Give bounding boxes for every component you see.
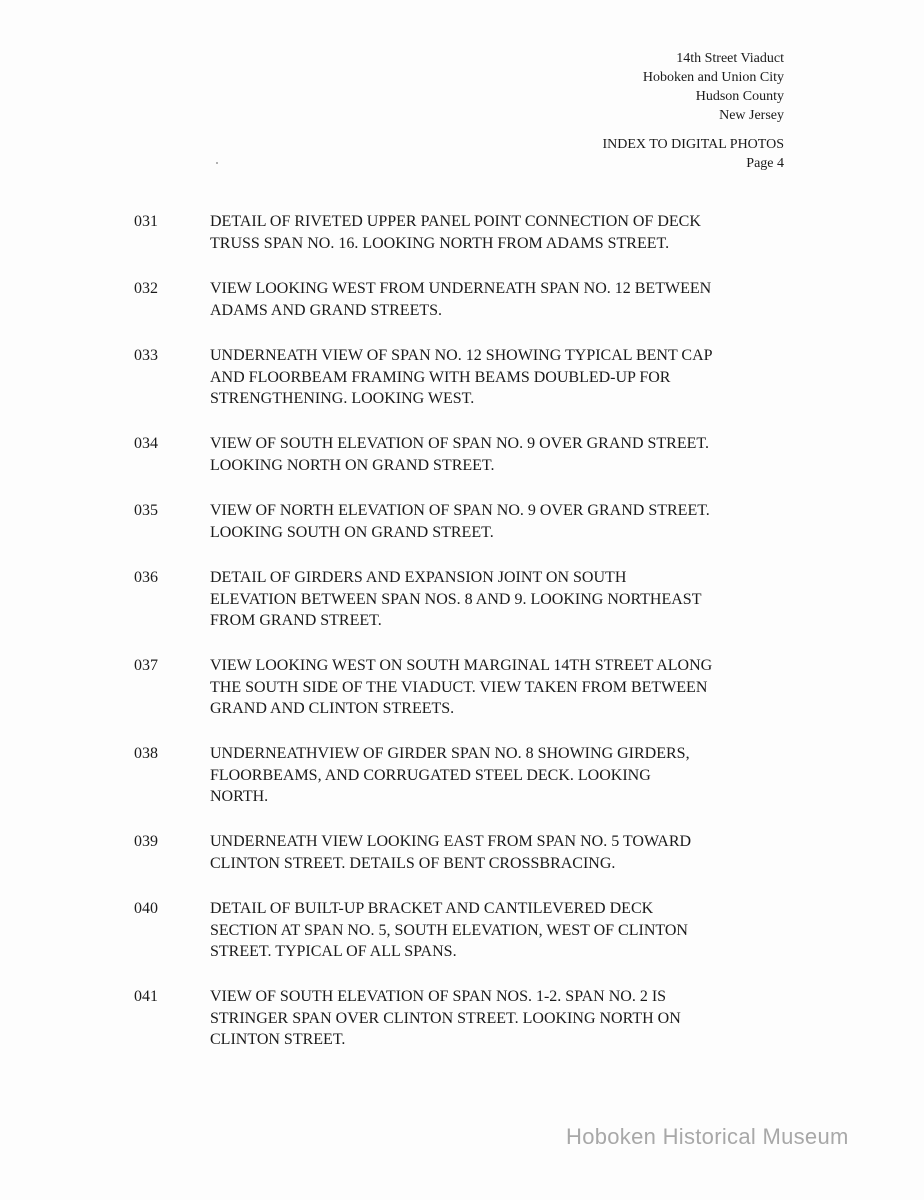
description-line: ELEVATION BETWEEN SPAN NOS. 8 AND 9. LOOKING NORTHEAST — [210, 590, 702, 608]
description-line: ADAMS AND GRAND STREETS. — [210, 301, 443, 319]
photo-number: 036 — [134, 569, 158, 586]
photo-number: 033 — [134, 347, 158, 364]
description-line: VIEW OF NORTH ELEVATION OF SPAN NO. 9 OVER GRAND STREET. — [210, 502, 710, 519]
photo-description — [210, 500, 810, 543]
photo-entry — [0, 274, 924, 341]
photo-index-list — [0, 207, 924, 1070]
photo-entry — [0, 982, 924, 1070]
description-line: STRINGER SPAN OVER CLINTON STREET. LOOKING NORTH ON — [210, 1009, 681, 1027]
photo-number: 031 — [134, 213, 158, 230]
description-line: GRAND AND CLINTON STREETS. — [210, 700, 455, 717]
photo-entry — [0, 739, 924, 827]
description-line: VIEW OF SOUTH ELEVATION OF SPAN NO. 9 OVER GRAND STREET. — [210, 435, 709, 452]
museum-watermark: Hoboken Historical Museum — [566, 1124, 849, 1149]
description-line: FROM GRAND STREET. — [210, 612, 382, 629]
photo-description — [210, 567, 810, 632]
header-title: 14th Street Viaduct — [676, 51, 784, 66]
header-county: Hudson County — [695, 89, 784, 104]
description-line: STREET. TYPICAL OF ALL SPANS. — [210, 943, 457, 960]
photo-number: 039 — [134, 833, 158, 850]
description-line: VIEW LOOKING WEST FROM UNDERNEATH SPAN NO. 12 BETWEEN — [210, 280, 712, 297]
photo-description — [210, 898, 810, 963]
photo-description — [210, 278, 810, 321]
description-line: LOOKING NORTH ON GRAND STREET. — [210, 456, 495, 474]
description-line: CLINTON STREET. — [210, 1031, 346, 1048]
photo-entry — [0, 651, 924, 739]
header-location: Hoboken and Union City — [642, 70, 784, 85]
index-title: INDEX TO DIGITAL PHOTOS — [602, 137, 784, 152]
photo-description — [210, 831, 810, 874]
description-line: VIEW LOOKING WEST ON SOUTH MARGINAL 14TH STREET ALONG — [210, 657, 713, 674]
photo-number: 035 — [134, 502, 158, 519]
description-line: SECTION AT SPAN NO. 5, SOUTH ELEVATION, WEST OF CLINTON — [210, 921, 688, 939]
header-state: New Jersey — [719, 108, 784, 123]
photo-number: 041 — [134, 988, 158, 1005]
photo-entry — [0, 563, 924, 651]
description-line: CLINTON STREET. DETAILS OF BENT CROSSBRACING. — [210, 854, 616, 872]
page-number: Page 4 — [746, 156, 784, 171]
description-line: VIEW OF SOUTH ELEVATION OF SPAN NOS. 1-2. SPAN NO. 2 IS — [210, 988, 667, 1005]
index-header — [602, 135, 784, 173]
photo-description — [210, 655, 810, 720]
description-line: DETAIL OF BUILT-UP BRACKET AND CANTILEVERED DECK — [210, 900, 654, 917]
photo-description — [210, 345, 810, 410]
photo-number: 032 — [134, 280, 158, 297]
photo-number: 034 — [134, 435, 158, 452]
description-line: LOOKING SOUTH ON GRAND STREET. — [210, 523, 494, 541]
description-line: UNDERNEATH VIEW OF SPAN NO. 12 SHOWING TYPICAL BENT CAP — [210, 347, 713, 364]
photo-entry — [0, 496, 924, 563]
description-line: UNDERNEATHVIEW OF GIRDER SPAN NO. 8 SHOWING GIRDERS, — [210, 745, 690, 762]
description-line: TRUSS SPAN NO. 16. LOOKING NORTH FROM ADAMS STREET. — [210, 234, 670, 252]
description-line: AND FLOORBEAM FRAMING WITH BEAMS DOUBLED-UP FOR — [210, 368, 671, 386]
photo-entry — [0, 894, 924, 982]
description-line: THE SOUTH SIDE OF THE VIADUCT. VIEW TAKEN FROM BETWEEN — [210, 678, 708, 696]
description-line: DETAIL OF RIVETED UPPER PANEL POINT CONNECTION OF DECK — [210, 213, 701, 230]
document-header — [643, 49, 784, 125]
photo-number: 037 — [134, 657, 158, 674]
scan-speck — [216, 162, 218, 164]
photo-entry — [0, 207, 924, 274]
description-line: NORTH. — [210, 788, 269, 805]
description-line: UNDERNEATH VIEW LOOKING EAST FROM SPAN NO. 5 TOWARD — [210, 833, 692, 850]
photo-entry — [0, 341, 924, 429]
photo-entry — [0, 429, 924, 496]
description-line: FLOORBEAMS, AND CORRUGATED STEEL DECK. LOOKING — [210, 766, 651, 784]
photo-number: 038 — [134, 745, 158, 762]
photo-description — [210, 211, 810, 254]
photo-description — [210, 986, 810, 1051]
photo-entry — [0, 827, 924, 894]
photo-description — [210, 433, 810, 476]
description-line: DETAIL OF GIRDERS AND EXPANSION JOINT ON SOUTH — [210, 569, 627, 586]
photo-description — [210, 743, 810, 808]
description-line: STRENGTHENING. LOOKING WEST. — [210, 390, 475, 407]
photo-number: 040 — [134, 900, 158, 917]
